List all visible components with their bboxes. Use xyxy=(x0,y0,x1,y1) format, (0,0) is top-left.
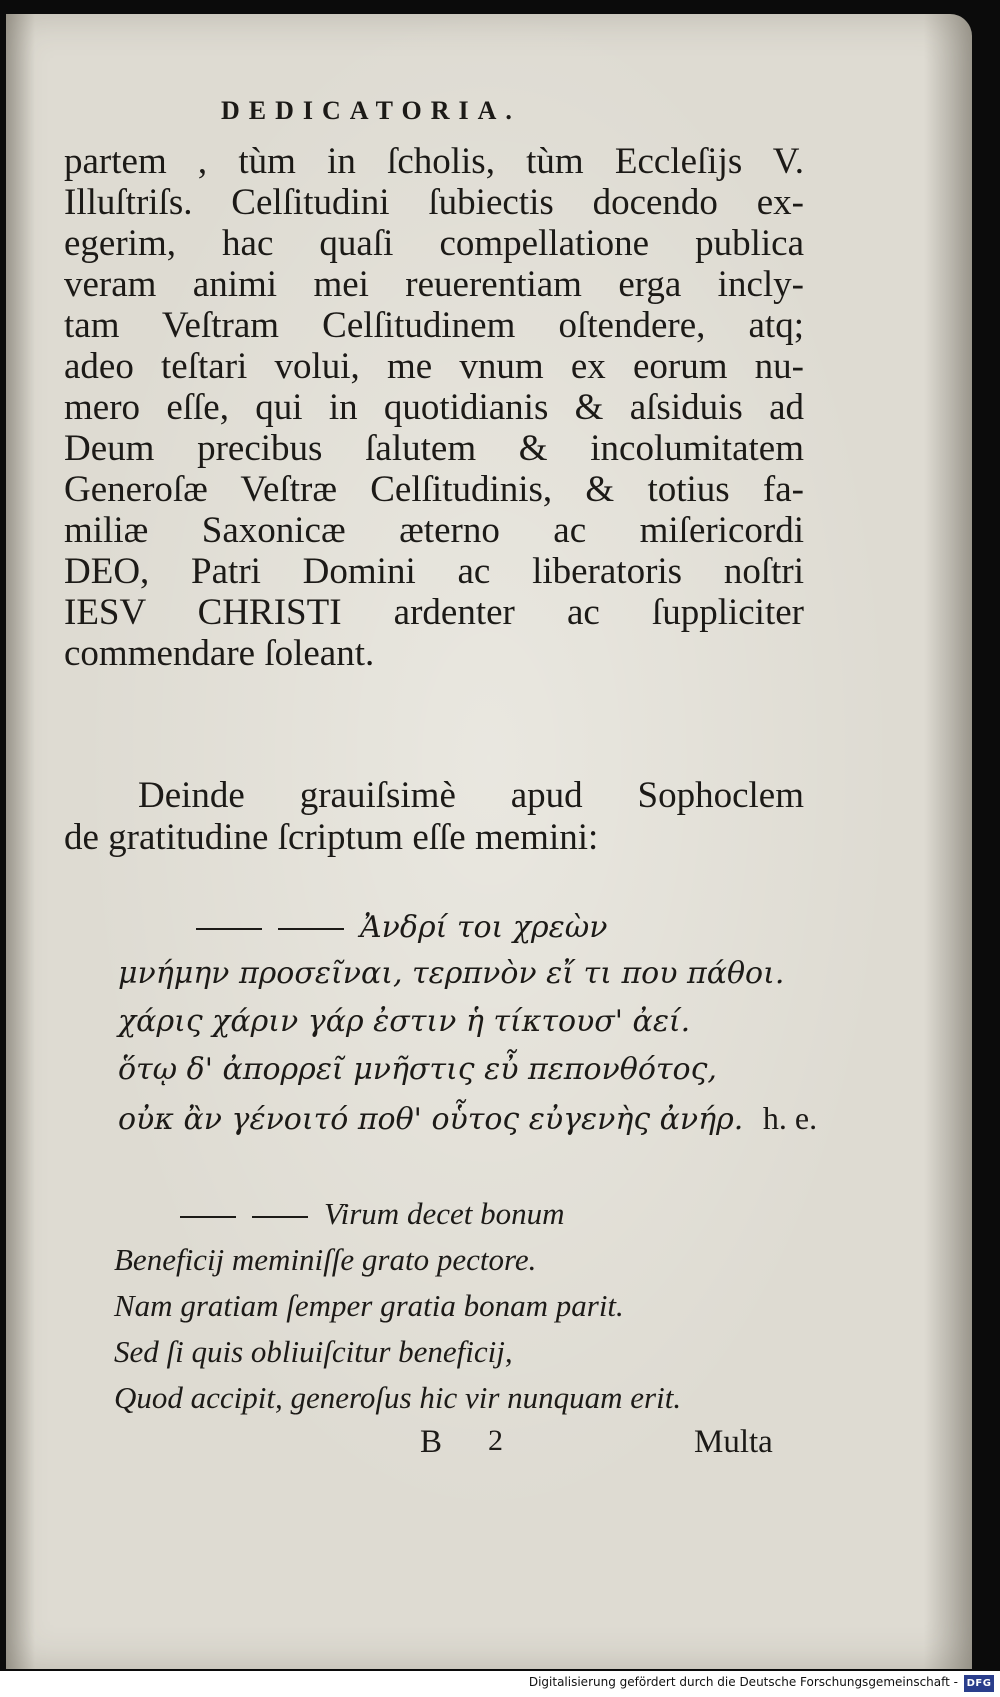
dash-mark xyxy=(278,928,344,930)
dash-mark xyxy=(180,1216,236,1218)
body-line: egerim, hac quaſi compellatione publica xyxy=(64,223,804,264)
latin-verse-line: Sed ſi quis obliuiſcitur beneficij, xyxy=(114,1334,513,1369)
catchword: Multa xyxy=(694,1424,773,1460)
latin-verse-line: Quod accipit, generoſus hic vir nunquam erit. xyxy=(114,1380,682,1415)
credit-bar xyxy=(0,1671,1000,1697)
body-line: adeo teſtari volui, me vnum ex eorum nu- xyxy=(64,346,804,387)
latin-verse-line: Virum decet bonum xyxy=(180,1196,564,1232)
dash-mark xyxy=(196,928,262,930)
latin-verse-line: Beneficij meminiſſe grato pectore. xyxy=(114,1242,537,1277)
greek-suffix: h. e. xyxy=(762,1100,818,1136)
running-title: DEDICATORIA. xyxy=(221,96,521,125)
book-page xyxy=(6,14,972,1669)
greek-verse-line: Ἀνδρί τοι χρεὼν xyxy=(196,910,607,945)
body-line: commendare ſoleant. xyxy=(64,633,375,674)
body-line: partem , tùm in ſcholis, tùm Eccleſijs V. xyxy=(64,141,804,182)
body-line: miliæ Saxonicæ æterno ac miſericordi xyxy=(64,510,804,551)
body-line: Generoſæ Veſtræ Celſitudinis, & totius fa- xyxy=(64,469,804,510)
body-line: veram animi mei reuerentiam erga incly- xyxy=(64,264,804,305)
signature-mark: B xyxy=(420,1424,443,1460)
body-line: DEO, Patri Domini ac liberatoris noſtri xyxy=(64,551,804,592)
latin-verse-line: Nam gratiam ſemper gratia bonam parit. xyxy=(114,1288,624,1323)
body-line: Deinde grauiſsimè apud Sophoclem xyxy=(138,775,804,816)
dfg-logo-icon: DFG xyxy=(964,1675,994,1692)
dash-mark xyxy=(252,1216,308,1218)
greek-verse-line: μνήμην προσεῖναι, τερπνὸν εἴ τι που πάθοι. xyxy=(118,956,785,991)
body-line: tam Veſtram Celſitudinem oſtendere, atq; xyxy=(64,305,804,346)
body-line: Deum precibus ſalutem & incolumitatem xyxy=(64,428,804,469)
body-line: IESV CHRISTI ardenter ac ſuppliciter xyxy=(64,592,804,633)
greek-verse-line: ὅτῳ δ' ἀπορρεῖ μνῆστις εὖ πεπονθότος, xyxy=(118,1052,717,1087)
greek-verse-line: χάρις χάριν γάρ ἐστιν ἡ τίκτουσ' ἀεί. xyxy=(118,1004,691,1039)
greek-verse-line: οὐκ ἂν γένοιτό ποθ' οὗτος εὐγενὴς ἀνήρ. h. e. xyxy=(118,1100,818,1137)
body-line: de gratitudine ſcriptum eſſe memini: xyxy=(64,817,599,858)
body-line: Illuſtriſs. Celſitudini ſubiectis docendo ex- xyxy=(64,182,804,223)
credit-text: Digitalisierung gefördert durch die Deutsche Forschungsgemeinschaft - xyxy=(528,1675,958,1689)
body-line: mero eſſe, qui in quotidianis & aſsiduis ad xyxy=(64,387,804,428)
signature-number: 2 xyxy=(488,1424,503,1457)
